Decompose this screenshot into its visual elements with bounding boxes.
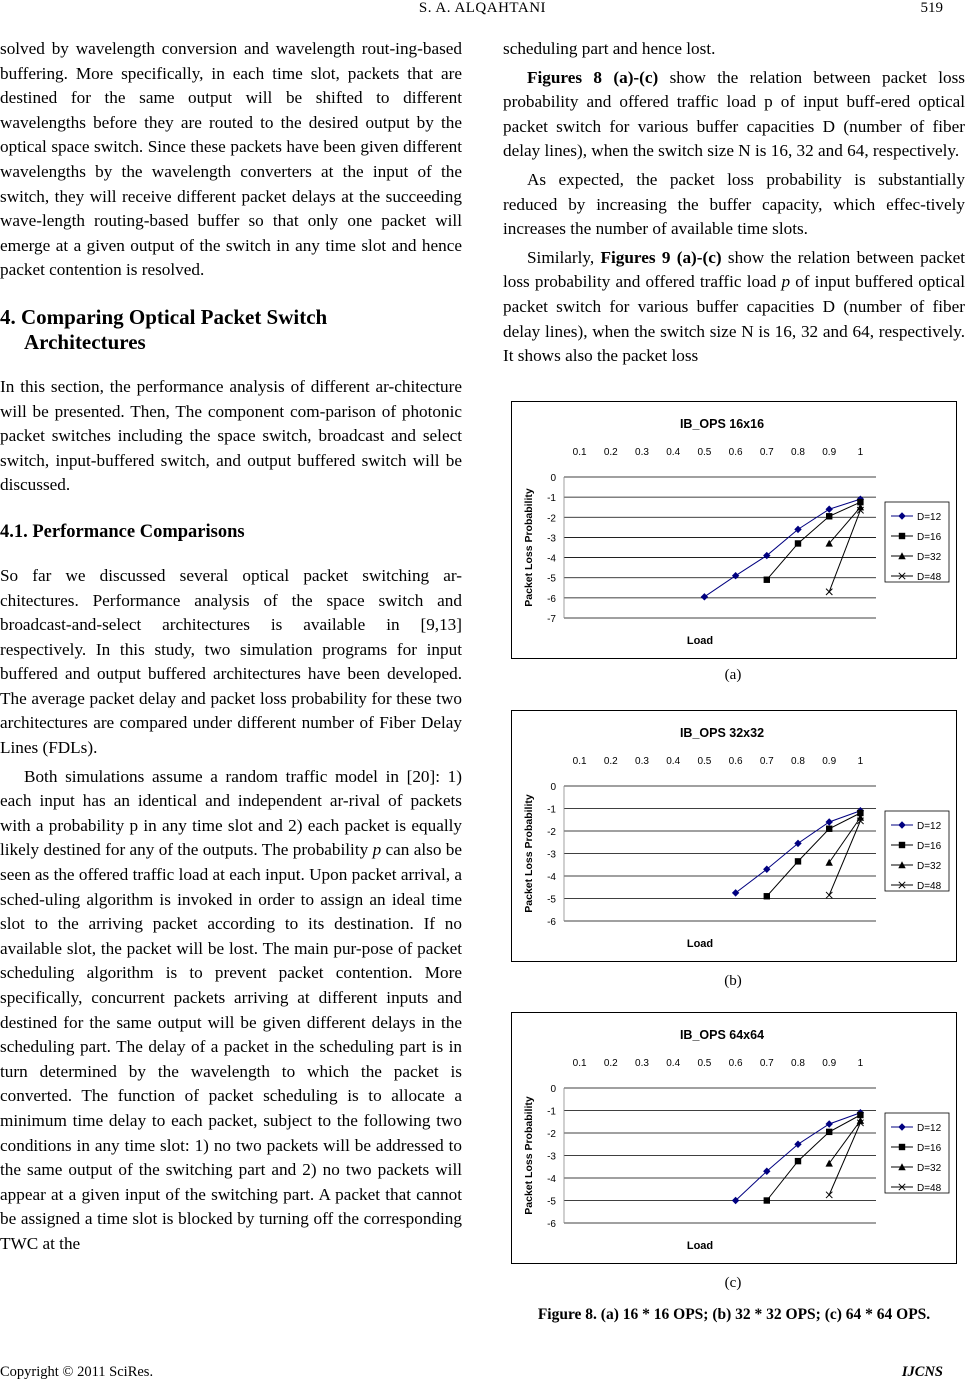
y-tick-label: -2 <box>547 513 556 525</box>
legend-marker <box>899 1144 905 1150</box>
data-point <box>764 893 770 899</box>
legend-label: D=48 <box>917 881 942 892</box>
para4-text-a: Both simulations assume a random traffic model in [20]: 1) each input has an identical and independent ar-rival of packets with a probability p in any time slot and 2) each packet is equally likely destined for any of the outputs. The probability <box>0 766 462 860</box>
chart-16x16 <box>511 401 957 659</box>
x-tick-label: 1 <box>857 447 864 458</box>
data-point <box>826 513 832 519</box>
legend <box>885 1113 949 1194</box>
chart-title: IB_OPS 16x16 <box>679 417 765 431</box>
caption-b: (b) <box>724 973 742 989</box>
x-tick-label: 0.7 <box>759 447 774 458</box>
data-point <box>732 889 739 896</box>
legend-marker <box>899 842 905 848</box>
legend-label: D=12 <box>917 512 942 523</box>
x-tick-label: 0.2 <box>603 756 618 767</box>
x-tick-label: 0.8 <box>791 447 805 458</box>
series-line <box>829 510 860 592</box>
fig-ref-9: Figures 9 (a)-(c) <box>600 247 722 267</box>
para4-text-b: can also be seen as the offered traffic load at each input. Upon packet arrival, a sched-uling algorithm is invoked in order to assign an ideal time slot to the arriving packet according to its destination. If no available slot, the packet will be lost. The main pur-pose of packet scheduling algorithm is to prevent packet contention. More specifically, concurrent packets arriving at different inputs and destined for the same output will be given different delays in the scheduling part. The delay of a packet in the scheduling part is in turn determined by the wavelength to which the packet is converted. The function of packet scheduling is to allocate a minimum time delay to each packet, subject to the following two conditions in any time slot: 1) no two packets will be addressed to the same output of the switching part and 2) no two packets will appear at a given input of the switching part. A packet that cannot be assigned a time slot is blocked by turning off the corresponding TWC at the <box>0 840 462 1253</box>
data-point <box>764 577 770 583</box>
y-tick-label: 0 <box>550 782 556 793</box>
data-point <box>701 593 708 600</box>
y-tick-label: -2 <box>547 827 556 838</box>
fig-ref-8: Figures 8 (a)-(c) <box>527 67 659 87</box>
x-axis-label: Load <box>686 635 714 647</box>
subsection-heading: 4.1. Performance Comparisons <box>0 521 245 542</box>
series-line <box>767 1115 861 1201</box>
y-tick-label: -5 <box>547 894 556 906</box>
series-line <box>736 811 861 893</box>
y-tick-label: -6 <box>547 917 556 928</box>
y-tick-label: -1 <box>547 493 556 505</box>
series-line <box>829 1121 860 1164</box>
legend <box>885 502 949 583</box>
legend-label: D=16 <box>917 841 942 852</box>
caption-c: (c) <box>724 1275 742 1291</box>
y-tick-label: -7 <box>547 614 556 625</box>
y-tick-label: -5 <box>547 1196 556 1208</box>
series-line <box>829 1123 860 1195</box>
legend-label: D=32 <box>917 861 942 872</box>
x-tick-label: 0.2 <box>603 447 618 458</box>
data-point <box>826 1160 833 1167</box>
data-point <box>826 1120 833 1127</box>
x-tick-label: 0.9 <box>822 447 837 458</box>
x-tick-label: 0.8 <box>791 1058 805 1069</box>
y-tick-label: -3 <box>547 533 556 545</box>
data-point <box>795 1158 801 1164</box>
legend-label: D=32 <box>917 552 942 563</box>
series-d-12 <box>732 807 864 897</box>
left-paragraph-4 <box>0 765 462 1257</box>
x-tick-label: 0.3 <box>635 756 649 767</box>
y-tick-label: -4 <box>547 1174 556 1185</box>
left-paragraph-2: In this section, the performance analysis of different ar-chitecture will be presented. Then, The component com-parison of photonic packet switches including the space switch, broadcast and select switch, input-buffered switch, and output buffered switch will be discussed. <box>0 376 462 495</box>
right-paragraph-4-a: Similarly, <box>527 247 601 267</box>
section-heading-line1: 4. Comparing Optical Packet Switch <box>0 304 328 329</box>
legend-label: D=12 <box>917 821 942 832</box>
legend-label: D=16 <box>917 1143 942 1154</box>
y-tick-label: -2 <box>547 1129 556 1140</box>
data-point <box>795 858 801 864</box>
x-tick-label: 0.3 <box>635 447 649 458</box>
running-head-author: S. A. ALQAHTANI <box>418 0 547 16</box>
x-tick-label: 0.5 <box>697 756 712 767</box>
x-tick-label: 0.1 <box>572 1058 587 1069</box>
data-point <box>795 540 801 546</box>
series-line <box>829 507 860 543</box>
legend-marker <box>899 533 905 539</box>
x-tick-label: 0.1 <box>572 447 587 458</box>
series-d-16 <box>764 810 864 900</box>
data-point <box>732 572 739 579</box>
y-axis-label: Packet Loss Probability <box>523 488 535 607</box>
legend-label: D=12 <box>917 1123 942 1134</box>
data-point <box>826 589 832 595</box>
y-tick-label: -4 <box>547 872 556 883</box>
right-paragraph-2-text: show the relation between packet loss probability and offered traffic load p of input buff-ered optical packet switch for various buffer capacities D (number of fiber delay lines), when the switch size N is 16, 32 and 64, respectively. <box>503 67 965 161</box>
x-axis-label: Load <box>686 1240 714 1252</box>
left-paragraph-3: So far we discussed several optical packet switching ar-chitectures. Performance analysis of the space switch and broadcast-and-select architectures is available in [9,13] respectively. In this study, two simulation programs for input buffered and output buffered architectures have been developed. The average packet delay and packet loss probability for these two architectures are compared under different number of Fiber Delay Lines (FDLs). <box>0 565 462 758</box>
chart-title: IB_OPS 64x64 <box>679 1028 765 1042</box>
data-point <box>764 1197 770 1203</box>
series-d-16 <box>764 1112 864 1204</box>
x-tick-label: 0.4 <box>666 1058 681 1069</box>
chart-64x64 <box>511 1012 957 1264</box>
legend-label: D=48 <box>917 572 942 583</box>
y-tick-label: -6 <box>547 1219 556 1230</box>
x-tick-label: 0.6 <box>728 756 743 767</box>
legend-label: D=48 <box>917 1183 942 1194</box>
journal-name: IJCNS <box>901 1364 943 1380</box>
chart-svg <box>512 1013 956 1263</box>
series-d-48 <box>826 507 864 595</box>
right-paragraph-4-c: of input buffered optical packet switch for various buffer capacities D (number of fiber delay lines), when the switch size N is 16, 32 and 64, respectively. It shows also the packet loss <box>503 272 965 366</box>
y-axis-label: Packet Loss Probability <box>523 794 535 913</box>
x-tick-label: 0.5 <box>697 1058 712 1069</box>
x-tick-label: 0.7 <box>759 1058 774 1069</box>
y-tick-label: -5 <box>547 573 556 585</box>
series-line <box>829 821 860 895</box>
right-paragraph-4-b: show the relation between packet loss probability and offered traffic load <box>503 247 965 292</box>
para4-italic-p: p <box>372 840 382 860</box>
data-point <box>826 826 832 832</box>
y-tick-label: -4 <box>547 553 556 565</box>
x-tick-label: 0.8 <box>791 756 805 767</box>
y-axis-label: Packet Loss Probability <box>523 1096 535 1215</box>
series-line <box>767 502 861 580</box>
legend-label: D=32 <box>917 1163 942 1174</box>
data-point <box>826 859 833 866</box>
y-tick-label: 0 <box>550 1084 556 1095</box>
right-column <box>503 37 965 369</box>
chart-32x32 <box>511 710 957 962</box>
data-point <box>826 1129 832 1135</box>
x-tick-label: 0.9 <box>822 1058 837 1069</box>
y-tick-label: -3 <box>547 1151 556 1163</box>
right-paragraph-3: As expected, the packet loss probability is substantially reduced by increasing the buffer capacity, which effec-tively increases the number of available time slots. <box>503 169 965 239</box>
data-point <box>826 818 833 825</box>
x-tick-label: 0.4 <box>666 756 681 767</box>
page-header <box>0 0 965 20</box>
right-paragraph-4 <box>503 246 965 369</box>
y-tick-label: -3 <box>547 849 556 861</box>
right-paragraph-1: scheduling part and hence lost. <box>503 39 716 58</box>
right-paragraph-4-italic-p: p <box>781 272 791 292</box>
x-axis-label: Load <box>686 938 714 950</box>
x-tick-label: 1 <box>857 1058 864 1069</box>
x-tick-label: 0.2 <box>603 1058 618 1069</box>
x-tick-label: 0.7 <box>759 756 774 767</box>
section-heading-line2: Architectures <box>24 329 146 354</box>
chart-svg <box>512 402 956 658</box>
x-tick-label: 0.5 <box>697 447 712 458</box>
chart-svg <box>512 711 956 961</box>
page-number: 519 <box>920 0 943 16</box>
left-paragraph-1: solved by wavelength conversion and wavelength rout-ing-based buffering. More specifically, in each time slot, packets that are destined for the same output will be shifted to different wavelengths before they are routed to the desired output by the optical space switch. Since these packets have been given different wavelengths by the wavelength converters at the input of the switch, they will receive different packet delays at the succeeding wave-length routing-based buffer so that only one packet will emerge at a given output of the switch in any time slot and hence packet contention is resolved. <box>0 39 462 280</box>
legend <box>885 811 949 892</box>
caption-a: (a) <box>724 667 742 683</box>
data-point <box>826 1192 832 1198</box>
y-tick-label: 0 <box>550 473 556 484</box>
figure-caption: Figure 8. (a) 16 * 16 OPS; (b) 32 * 32 OPS; (c) 64 * 64 OPS. <box>537 1306 931 1323</box>
x-tick-label: 0.6 <box>728 1058 743 1069</box>
left-column <box>0 37 462 1257</box>
copyright: Copyright © 2011 SciRes. <box>0 1364 154 1380</box>
x-tick-label: 0.9 <box>822 756 837 767</box>
x-tick-label: 0.4 <box>666 447 681 458</box>
x-tick-label: 0.3 <box>635 1058 649 1069</box>
series-line <box>829 818 860 863</box>
y-tick-label: -1 <box>547 804 556 816</box>
chart-title: IB_OPS 32x32 <box>679 726 765 740</box>
data-point <box>826 892 832 898</box>
x-tick-label: 0.1 <box>572 756 587 767</box>
legend-label: D=16 <box>917 532 942 543</box>
series-line <box>736 1113 861 1201</box>
right-paragraph-2 <box>503 66 965 164</box>
y-tick-label: -6 <box>547 593 556 605</box>
section-heading <box>0 305 462 355</box>
y-tick-label: -1 <box>547 1106 556 1118</box>
series-line <box>704 499 860 597</box>
data-point <box>826 506 833 513</box>
x-tick-label: 1 <box>857 756 864 767</box>
x-tick-label: 0.6 <box>728 447 743 458</box>
